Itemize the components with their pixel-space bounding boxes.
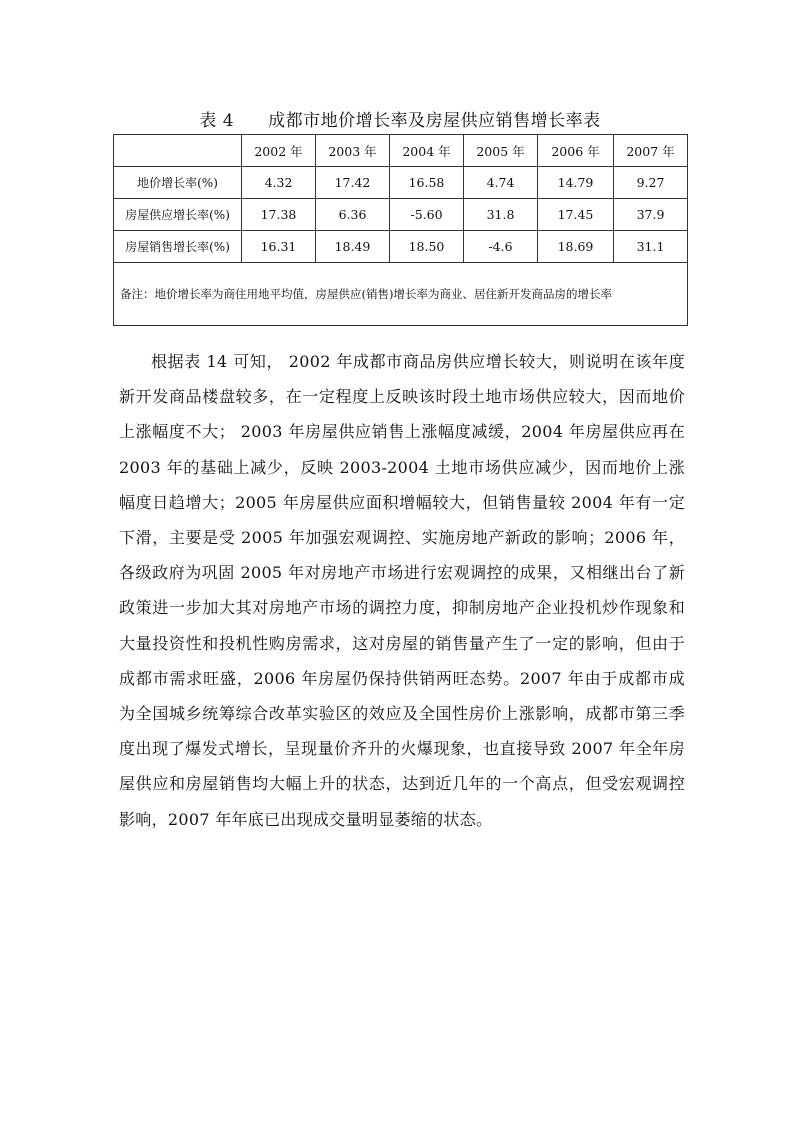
- header-cell: 2005 年: [464, 135, 538, 167]
- table-cell: 18.50: [390, 231, 464, 263]
- table-cell: 17.42: [316, 167, 390, 199]
- header-cell: 2004 年: [390, 135, 464, 167]
- table-cell: 4.74: [464, 167, 538, 199]
- table-cell: 31.8: [464, 199, 538, 231]
- table-row: [114, 231, 688, 263]
- table-cell: 18.49: [316, 231, 390, 263]
- table-cell: 6.36: [316, 199, 390, 231]
- table-caption-title: 成都市地价增长率及房屋供应销售增长率表: [268, 111, 601, 131]
- table-note: 备注：地价增长率为商住用地平均值，房屋供应(销售)增长率为商业、居住新开发商品房的增长率: [114, 263, 688, 326]
- row-label: 地价增长率(%): [114, 167, 242, 199]
- table-cell: 9.27: [614, 167, 688, 199]
- table-header-row: [114, 135, 688, 167]
- growth-rate-table: [113, 134, 688, 326]
- header-cell: 2002 年: [242, 135, 316, 167]
- table-cell: 17.45: [538, 199, 614, 231]
- body-paragraph: 根据表 14 可知， 2002 年成都市商品房供应增长较大，则说明在该年度新开发商品楼盘较多，在一定程度上反映该时段土地市场供应较大，因而地价上涨幅度不大； 2003 年房屋供应销售上涨幅度减缓，2004 年房屋供应再在 2003 年的基础上减少，反映 2003-2004 土地市场供应减少，因而地价上涨幅度日趋增大；2005 年房屋供应面积增幅较大，但销售量较 2004 年有一定下滑，主要是受 2005 年加强宏观调控、实施房地产新政的影响；2006 年，各级政府为巩固 2005 年对房地产市场进行宏观调控的成果，又相继出台了新政策进一步加大其对房地产市场的调控力度，抑制房地产企业投机炒作现象和大量投资性和投机性购房需求，这对房屋的销售量产生了一定的影响，但由于成都市需求旺盛，2006 年房屋仍保持供销两旺态势。2007 年由于成都市成为全国城乡统筹综合改革实验区的效应及全国性房价上涨影响，成都市第三季度出现了爆发式增长，呈现量价齐升的火爆现象，也直接导致 2007 年全年房屋供应和房屋销售均大幅上升的状态，达到近几年的一个高点，但受宏观调控影响，2007 年年底已出现成交量明显萎缩的状态。: [119, 352, 685, 829]
- table-caption-label: 表 4: [199, 111, 235, 131]
- table-cell: 31.1: [614, 231, 688, 263]
- header-cell: [114, 135, 242, 167]
- table-cell: 16.58: [390, 167, 464, 199]
- row-label: 房屋销售增长率(%): [114, 231, 242, 263]
- table-cell: 18.69: [538, 231, 614, 263]
- header-cell: 2003 年: [316, 135, 390, 167]
- table-cell: 14.79: [538, 167, 614, 199]
- table-row: [114, 167, 688, 199]
- table-cell: -5.60: [390, 199, 464, 231]
- table-row: [114, 199, 688, 231]
- table-cell: 17.38: [242, 199, 316, 231]
- row-label: 房屋供应增长率(%): [114, 199, 242, 231]
- header-cell: 2006 年: [538, 135, 614, 167]
- header-cell: 2007 年: [614, 135, 688, 167]
- table-cell: -4.6: [464, 231, 538, 263]
- table-note-row: [114, 263, 688, 326]
- table-cell: 16.31: [242, 231, 316, 263]
- table-cell: 4.32: [242, 167, 316, 199]
- table-caption: [0, 106, 800, 131]
- table-cell: 37.9: [614, 199, 688, 231]
